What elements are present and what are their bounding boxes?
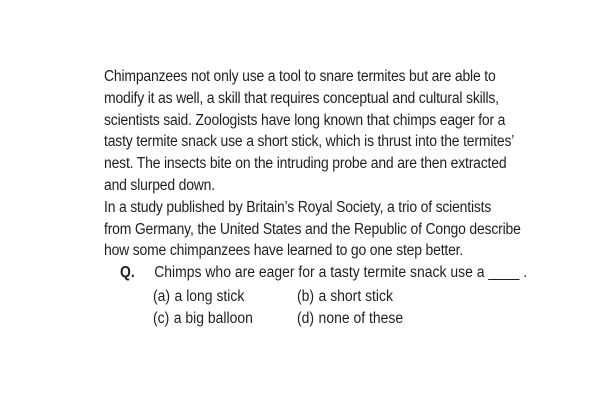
paragraph-1	[104, 66, 515, 197]
option-key: (a)	[153, 288, 171, 305]
question-text: Chimps who are eager for a tasty termite snack use a ____ .	[154, 264, 528, 281]
option-text: a short stick	[318, 288, 393, 305]
answer-options	[153, 286, 441, 330]
question-label: Q.	[120, 264, 135, 281]
option-text: none of these	[318, 309, 404, 327]
passage-line: tasty termite snack use a short stick, which is thrust into the termites’	[104, 133, 515, 151]
passage-line: and slurped down.	[104, 176, 215, 194]
question-row	[120, 262, 528, 284]
question-block	[120, 262, 528, 284]
passage-line: nest. The insects bite on the intruding probe and are then extracted	[104, 155, 507, 173]
option-d[interactable]	[297, 308, 403, 330]
passage-line: In a study published by Britain’s Royal Society, a trio of scientists	[104, 198, 492, 216]
passage-line: modify it as well, a skill that requires conceptual and cultural skills,	[104, 89, 499, 107]
options-row	[153, 286, 441, 308]
option-c[interactable]	[153, 308, 253, 330]
option-a[interactable]	[153, 286, 244, 308]
reading-passage	[104, 66, 521, 262]
passage-line: Chimpanzees not only use a tool to snare termites but are able to	[104, 68, 496, 85]
options-row	[153, 308, 441, 330]
option-text: a long stick	[174, 288, 245, 305]
option-key: (b)	[297, 288, 315, 305]
option-key: (d)	[297, 309, 315, 327]
passage-line: scientists said. Zoologists have long known that chimps eager for a	[104, 111, 506, 129]
passage-line: how some chimpanzees have learned to go one step better.	[104, 242, 464, 260]
option-text: a big balloon	[173, 309, 253, 327]
option-key: (c)	[153, 309, 170, 327]
paragraph-2	[104, 197, 521, 262]
option-b[interactable]	[297, 286, 393, 308]
passage-line: from Germany, the United States and the Republic of Congo describe	[104, 220, 521, 238]
